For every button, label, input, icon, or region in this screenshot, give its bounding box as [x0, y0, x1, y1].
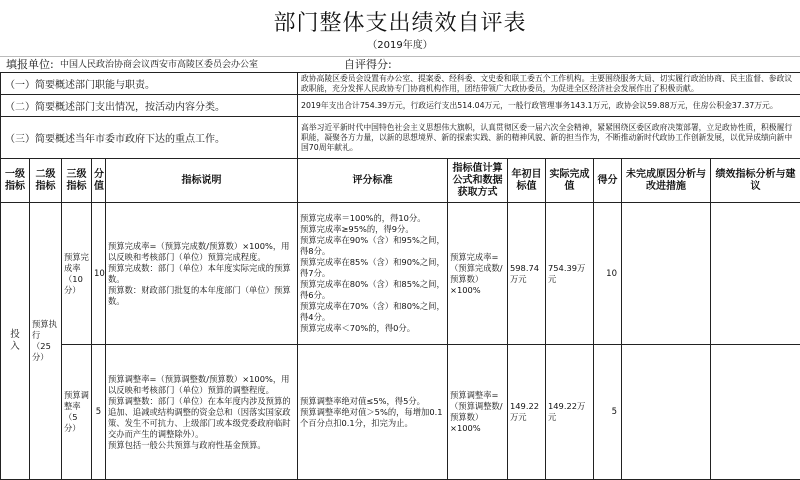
unit-label: 填报单位:: [6, 56, 54, 72]
reason-cell[interactable]: [622, 203, 711, 345]
level3-value: 预算完成率（10分）: [64, 252, 89, 296]
unit-row: [0, 56, 800, 70]
summary-row: [1, 117, 800, 159]
level1-value: 投入: [10, 329, 20, 353]
summary-value[interactable]: 政协高陵区委员会设置有办公室、提案委、经科委、文史委和联工委五个工作机构。主要围绕服务大局、切实履行政治协商、民主监督、参政议政职能，充分发挥人民政协专门协商机构作用，团结带领广大政协委员，为促进全区经济社会发展作出了积极贡献。: [298, 73, 800, 95]
criteria-cell: 预算完成率＝100%的，得10分。 预算完成率≥95%的，得9分。 预算完成率在90%（含）和95%之间，得8分。 预算完成率在85%（含）和90%之间，得7分。 预算完成率在80%（含）和85%之间，得6分。 预算完成率在70%（含）和80%之间，得4分。 预算完成率＜70%的，得0分。: [298, 203, 448, 345]
suggest-cell[interactable]: [711, 345, 800, 480]
col-header-formula: 指标值计算公式和数据获取方式: [448, 159, 508, 203]
summary-label: （三）简要概述当年市委市政府下达的重点工作。: [1, 117, 298, 159]
header-row: [1, 159, 800, 203]
level3-cell: [62, 203, 92, 345]
summary-value[interactable]: 2019年支出合计754.39万元，行政运行支出514.04万元，一般行政管理事务143.1万元，政协会议59.88万元，住房公积金37.37万元。: [298, 95, 800, 117]
explain-cell: 预算调整率=（预算调整数/预算数）×100%，用以反映和考核部门（单位）预算的调整程度。 预算调整数：部门（单位）在本年度内涉及预算的追加、追减或结构调整的资金总和（因落实国家政策、发生不可抗力、上级部门或本级党委政府临时交办而产生的调整除外）。 预算包括一般公共预算与政府性基金预算。: [106, 345, 298, 480]
formula-cell: 预算调整率=（预算调整数/预算数）×100%: [448, 345, 508, 480]
score-cell[interactable]: 10: [594, 203, 622, 345]
points-cell: 5: [92, 345, 106, 480]
target-value-cell[interactable]: 598.74万元: [508, 203, 546, 345]
col-header-level1: 一级指标: [1, 159, 30, 203]
reason-cell[interactable]: [622, 345, 711, 480]
page-subtitle: （2019年度）: [0, 36, 800, 51]
col-header-points: 分值: [92, 159, 106, 203]
summary-label: （二）简要概述部门支出情况，按活动内容分类。: [1, 95, 298, 117]
level1-cell: [1, 203, 30, 480]
indicator-table: [0, 158, 800, 480]
target-value-cell[interactable]: 149.22万元: [508, 345, 546, 480]
col-header-level3: 三级指标: [62, 159, 92, 203]
summary-row: [1, 95, 800, 117]
score-cell[interactable]: 5: [594, 345, 622, 480]
summary-value[interactable]: 高举习近平新时代中国特色社会主义思想伟大旗帜，认真贯彻区委一届六次全会精神，紧紧围绕区委区政府决策部署，立足政协性质，积极履行职能，凝聚各方力量，以新的思想境界、新的探索实践、新的精神风貌、新的担当作为，不断推动新时代政协工作创新发展，以优异成绩向新中国70周年献礼。: [298, 117, 800, 159]
actual-value-cell[interactable]: 754.39万元: [546, 203, 594, 345]
col-header-suggest: 绩效指标分析与建议: [711, 159, 800, 203]
col-header-actual: 实际完成值: [546, 159, 594, 203]
table-row: [1, 345, 800, 480]
points-cell: 10: [92, 203, 106, 345]
actual-value-cell[interactable]: 149.22万元: [546, 345, 594, 480]
level3-cell: [62, 345, 92, 480]
level2-cell: [30, 203, 62, 480]
title-block: [0, 0, 800, 57]
summary-table: [0, 72, 800, 159]
level2-value: 预算执行（25分）: [32, 319, 59, 363]
col-header-reason: 未完成原因分析与改进措施: [622, 159, 711, 203]
page-title: 部门整体支出绩效自评表: [0, 6, 800, 37]
col-header-criteria: 评分标准: [298, 159, 448, 203]
unit-value[interactable]: 中国人民政治协商会议西安市高陵区委员会办公室: [60, 57, 258, 70]
col-header-explain: 指标说明: [106, 159, 298, 203]
suggest-cell[interactable]: [711, 203, 800, 345]
table-row: [1, 203, 800, 345]
summary-label: （一）简要概述部门职能与职责。: [1, 73, 298, 95]
formula-cell: 预算完成率=（预算完成数/预算数）×100%: [448, 203, 508, 345]
summary-row: [1, 73, 800, 95]
explain-cell: 预算完成率=（预算完成数/预算数）×100%，用以反映和考核部门（单位）预算完成程度。 预算完成数：部门（单位）本年度实际完成的预算数。 预算数：财政部门批复的本年度部门（单位）预算数。: [106, 203, 298, 345]
col-header-score: 得分: [594, 159, 622, 203]
level3-value: 预算调整率（5分）: [64, 390, 89, 434]
criteria-cell: 预算调整率绝对值≤5%，得5分。 预算调整率绝对值＞5%的，每增加0.1个百分点扣0.1分，扣完为止。: [298, 345, 448, 480]
self-score-label: 自评得分:: [344, 56, 392, 72]
col-header-level2: 二级指标: [30, 159, 62, 203]
col-header-target: 年初目标值: [508, 159, 546, 203]
